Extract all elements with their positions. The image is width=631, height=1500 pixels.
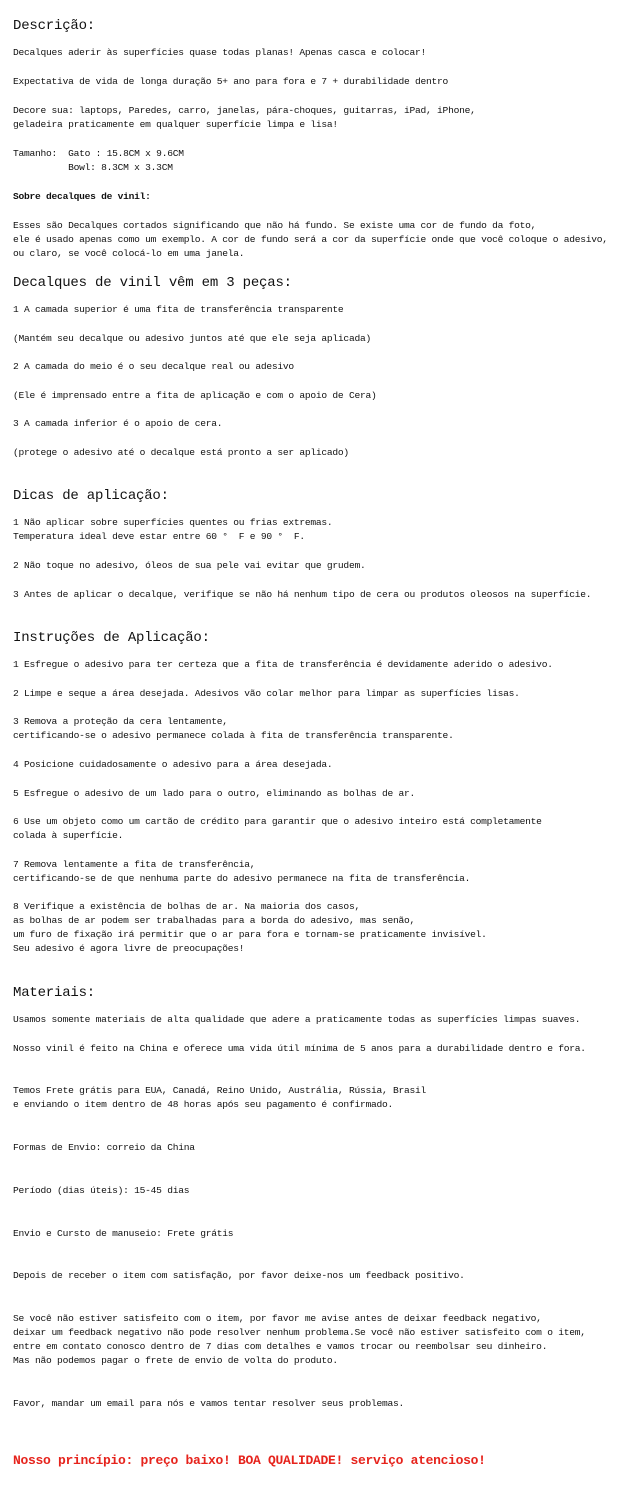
vinil-subheading: Sobre decalques de vinil: — [13, 191, 151, 202]
custo-manuseio: Envio e Cursto de manuseio: Frete grátis — [13, 1228, 234, 1239]
email-request: Favor, mandar um email para nós e vamos tentar resolver seus problemas. — [13, 1398, 405, 1409]
formas-de-envio: Formas de Envio: correio da China — [13, 1142, 195, 1153]
frete-line-1: Temos Frete grátis para EUA, Canadá, Reino Unido, Austrália, Rússia, Brasil — [13, 1085, 427, 1096]
periodo-entrega: Período (dias úteis): 15-45 dias — [13, 1185, 190, 1196]
instrucoes-item-1: 1 Esfregue o adesivo para ter certeza que a fita de transferência é devidamente aderido o adesivo. — [13, 659, 553, 670]
pecas-item-2: 2 A camada do meio é o seu decalque real ou adesivo — [13, 361, 294, 372]
instrucoes-item-3-line-1: 3 Remova a proteção da cera lentamente, — [13, 716, 228, 727]
vinil-line-2: ele é usado apenas como um exemplo. A cor de fundo será a cor da superfície onde que você coloque o adesivo, — [13, 234, 608, 245]
pecas-item-1-note: (Mantém seu decalque ou adesivo juntos até que ele seja aplicada) — [13, 333, 371, 344]
dicas-item-1-line-2: Temperatura ideal deve estar entre 60 ° F e 90 ° F. — [13, 531, 305, 542]
descricao-paragraph-2: Expectativa de vida de longa duração 5+ ano para fora e 7 + durabilidade dentro — [13, 76, 449, 87]
pecas-item-2-note: (Ele é imprensado entre a fita de aplicação e com o apoio de Cera) — [13, 390, 377, 401]
vinil-line-3: ou claro, se você colocá-lo em uma janela. — [13, 248, 245, 259]
section-heading-dicas: Dicas de aplicação: — [13, 488, 169, 504]
instrucoes-item-2: 2 Limpe e seque a área desejada. Adesivos vão colar melhor para limpar as superfícies lisas. — [13, 688, 520, 699]
instrucoes-item-7-line-2: certificando-se de que nenhuma parte do adesivo permanece na fita de transferência. — [13, 873, 471, 884]
materiais-paragraph-1: Usamos somente materiais de alta qualidade que adere a praticamente todas as superfícies limpas suaves. — [13, 1014, 581, 1025]
vinil-line-1: Esses são Decalques cortados significando que não há fundo. Se existe uma cor de fundo da foto, — [13, 220, 537, 231]
instrucoes-item-7-line-1: 7 Remova lentamente a fita de transferência, — [13, 859, 256, 870]
instrucoes-item-6-line-1: 6 Use um objeto como um cartão de crédito para garantir que o adesivo inteiro está completamente — [13, 816, 542, 827]
pecas-item-3-note: (protege o adesivo até o decalque está pronto a ser aplicado) — [13, 447, 349, 458]
instrucoes-item-8-line-2: as bolhas de ar podem ser trabalhadas para a borda do adesivo, mas senão, — [13, 915, 416, 926]
frete-line-2: e enviando o item dentro de 48 horas após seu pagamento é confirmado. — [13, 1099, 393, 1110]
insatisfeito-line-3: entre em contato conosco dentro de 7 dias com detalhes e vamos trocar ou reembolsar seu dinheiro. — [13, 1341, 548, 1352]
section-heading-materiais: Materiais: — [13, 985, 96, 1001]
materiais-paragraph-2: Nosso vinil é feito na China e oferece uma vida útil mínima de 5 anos para a durabilidade dentro e fora. — [13, 1043, 586, 1054]
instrucoes-item-8-line-4: Seu adesivo é agora livre de preocupações! — [13, 943, 245, 954]
descricao-paragraph-3-line-2: geladeira praticamente em qualquer superfície limpa e lisa! — [13, 119, 338, 130]
dicas-item-3: 3 Antes de aplicar o decalque, verifique se não há nenhum tipo de cera ou produtos oleosos na superfície. — [13, 589, 592, 600]
instrucoes-item-3-line-2: certificando-se o adesivo permanece colada à fita de transferência transparente. — [13, 730, 454, 741]
principio-slogan: Nosso princípio: preço baixo! BOA QUALIDADE! serviço atencioso! — [13, 1453, 486, 1468]
section-heading-pecas: Decalques de vinil vêm em 3 peças: — [13, 275, 292, 291]
instrucoes-item-5: 5 Esfregue o adesivo de um lado para o outro, eliminando as bolhas de ar. — [13, 788, 416, 799]
feedback-request: Depois de receber o item com satisfação, por favor deixe-nos um feedback positivo. — [13, 1270, 465, 1281]
descricao-paragraph-1: Decalques aderir às superfícies quase todas planas! Apenas casca e colocar! — [13, 47, 427, 58]
insatisfeito-line-4: Mas não podemos pagar o frete de envio de volta do produto. — [13, 1355, 338, 1366]
section-heading-instrucoes: Instruções de Aplicação: — [13, 630, 210, 646]
section-heading-descricao: Descrição: — [13, 18, 96, 34]
pecas-item-3: 3 A camada inferior é o apoio de cera. — [13, 418, 223, 429]
tamanho-line-1: Tamanho: Gato : 15.8CM x 9.6CM — [13, 148, 184, 159]
descricao-paragraph-3-line-1: Decore sua: laptops, Paredes, carro, janelas, pára-choques, guitarras, iPad, iPhone, — [13, 105, 476, 116]
instrucoes-item-4: 4 Posicione cuidadosamente o adesivo para a área desejada. — [13, 759, 333, 770]
dicas-item-2: 2 Não toque no adesivo, óleos de sua pele vai evitar que grudem. — [13, 560, 366, 571]
tamanho-line-2: Bowl: 8.3CM x 3.3CM — [13, 162, 173, 173]
insatisfeito-line-2: deixar um feedback negativo não pode resolver nenhum problema.Se você não estiver satisfeito com o item, — [13, 1327, 586, 1338]
instrucoes-item-8-line-1: 8 Verifique a existência de bolhas de ar. Na maioria dos casos, — [13, 901, 360, 912]
instrucoes-item-8-line-3: um furo de fixação irá permitir que o ar para fora e tornam-se praticamente invisível. — [13, 929, 487, 940]
insatisfeito-line-1: Se você não estiver satisfeito com o item, por favor me avise antes de deixar feedback negativo, — [13, 1313, 542, 1324]
pecas-item-1: 1 A camada superior é uma fita de transferência transparente — [13, 304, 344, 315]
dicas-item-1-line-1: 1 Não aplicar sobre superfícies quentes ou frias extremas. — [13, 517, 333, 528]
instrucoes-item-6-line-2: colada à superfície. — [13, 830, 124, 841]
